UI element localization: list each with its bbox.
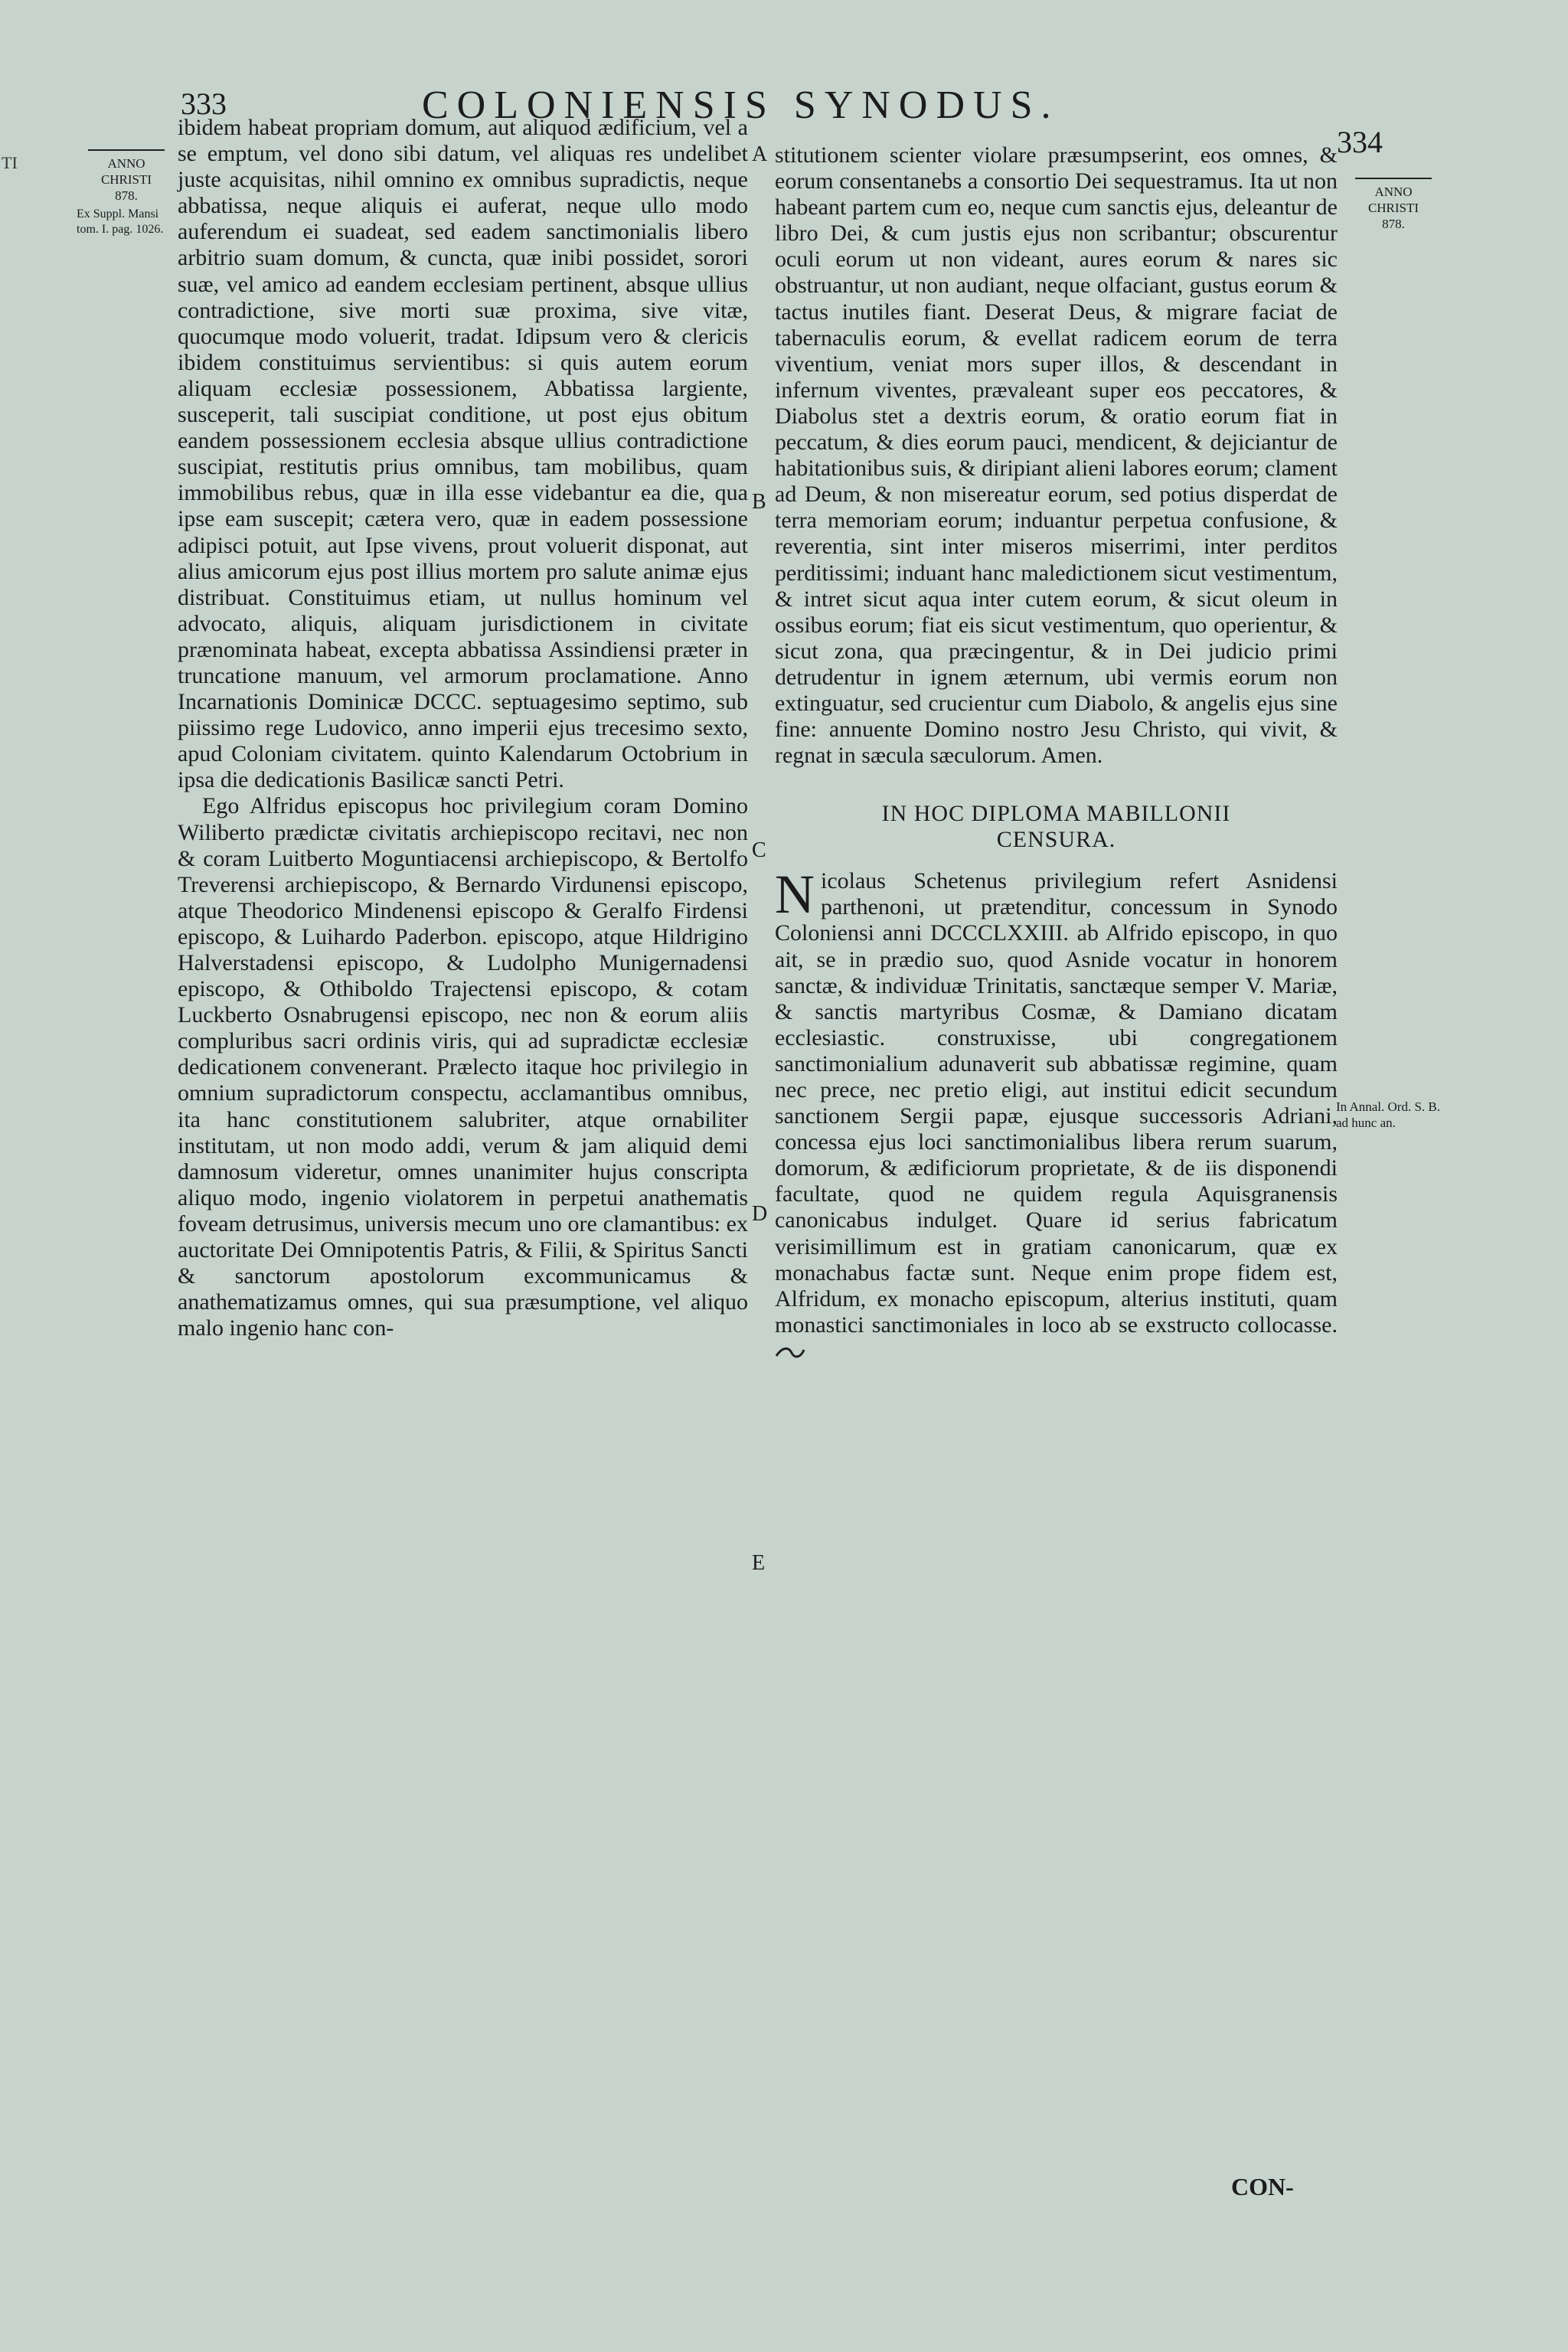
- section-letter-a: A: [752, 142, 768, 166]
- left-paragraph-2: Ego Alfridus episcopus hoc privilegium coram Domino Wiliberto prædictæ civitatis archiepiscopo recitavi, nec non & coram Luitberto Moguntiacensi archiepiscopo, & Bertolfo Treverensi archiepiscopo, & Bernardo Virdunensi episcopo, atque Theodorico Mindenensi episcopo & Geralfo Firdensi episcopo, & Luihardo Paderbon. episcopo, atque Hildrigino Halverstadensi episcopo, & Ludolpho Munigernadensi episcopo, & Othiboldo Trajectensi episcopo, & cotam Luckberto Osnabrugensi episcopo, nec non & eorum aliis compluribus sacri ordinis viris, qui ad supradictæ ecclesiæ dedicationem convenerant. Prælecto itaque hoc privilegio in omnium supradictorum conspectu, acclamantibus omnibus, ita hanc constitutionem salubriter, atque ornabiliter institutam, ut non modo addi, verum & jam aliquid demi damnosum videretur, omnes unanimiter hujus conscripta aliquo modo, ingenio violatorem in perpetui anathematis foveam detrusimus, universis mecum uno ore clamantibus: ex auctoritate Dei Omnipotentis Patris, & Filii, & Spiritus Sancti & sanctorum apostolorum excommunicamus & anathematizamus omnes, qui sua præsumptione, vel aliquo malo ingenio hanc con-: [178, 793, 748, 1341]
- right-paragraph-2: [775, 864, 1338, 1364]
- margin-anno: ANNO: [1374, 185, 1413, 199]
- section-heading-line-2: CENSURA.: [996, 827, 1116, 853]
- catchword: CON-: [1231, 2173, 1294, 2200]
- margin-source: Ex Suppl. Mansi tom. I. pag. 1026.: [77, 207, 164, 236]
- edge-mark: TI: [2, 153, 18, 172]
- margin-anno: ANNO: [107, 156, 145, 171]
- right-paragraph-1: stitutionem scienter violare præsumpserint, eos omnes, & eorum consentanebs a consortio Dei sequestramus. Ita ut non habeant partem cum eo, neque cum sanctis ejus, deleantur de libro Dei, & cum justis ejus non scribantur; obscurentur oculi eorum ut non videant, aures eorum & nares sic obstruantur, ut non audiant, neque olfaciant, gustus eorum & tactus inutiles fiant. Deserat Deus, & migrare faciat de tabernaculis eorum, & evellat radicem eorum de terra viventium, veniat mors super illos, & descendant in infernum viventes, prævaleant super eos peccatores, & Diabolus stet a dextris eorum, & oratio eorum fiat in peccatum, & dies eorum pauci, mendicent, & dejiciantur de habitationibus suis, & diripiant alieni labores eorum; clament ad Deum, & non misereatur eorum, sed potius disperdat de terra memoriam eorum; induantur perpetua confusione, & reverentia, sint inter miseros miserrimi, inter perditos perditissimi; induant hanc maledictionem sicut vestimentum, & intret sicut aqua inter cutem eorum, & sicut oleum in ossibus eorum; fiat eis sicut vestimentum, quo operientur, & sicut zona, qua præcingentur, & in Dei judicio primi detrudentur in ignem æternum, ubi vermis eorum non extinguatur, sed crucientur cum Diabolo, & angelis ejus sine fine: annuente Domino nostro Jesu Christo, qui vivit, & regnat in sæcula sæculorum. Amen.: [775, 142, 1338, 769]
- margin-year: 878.: [115, 188, 138, 203]
- left-column: [178, 115, 748, 1341]
- section-letter-e: E: [752, 1551, 766, 1575]
- end-flourish-icon: [775, 1345, 805, 1361]
- margin-note-annal: In Annal. Ord. S. B. ad hunc an.: [1336, 1099, 1440, 1130]
- margin-year: 878.: [1382, 217, 1405, 231]
- margin-note-right: [1344, 178, 1443, 232]
- page-number-left: 333: [181, 87, 227, 121]
- drop-cap: N: [775, 864, 815, 926]
- section-letter-c: C: [752, 838, 766, 862]
- margin-christi: CHRISTI: [1367, 201, 1419, 215]
- section-letter-d: D: [752, 1202, 768, 1226]
- page-number-right: 334: [1337, 125, 1383, 159]
- section-heading: [775, 801, 1338, 853]
- running-title: COLONIENSIS SYNODUS.: [422, 83, 1060, 127]
- margin-christi: CHRISTI: [100, 172, 152, 187]
- right-paragraph-2-text: icolaus Schetenus privilegium refert Asnidensi parthenoni, ut prætenditur, concessum in Synodo Coloniensi anni DCCCLXXIII. ab Alfrido episcopo, in quo ait, se in prædio suo, quod Asnide vocatur in honorem sanctæ, & individuæ Trinitatis, sanctæque semper V. Mariæ, & sanctis martyribus Cosmæ, & Damiano dicatam ecclesiastic. construxisse, ubi congregationem sanctimonialium adunaverit sub abbatissæ regimine, quam nec prece, nec pretio eligi, aut institui edicit secundum sanctionem Sergii papæ, ejusque successoris Adriani, concessa ejus loci sanctimonialibus libera rerum suarum, domorum, & ædificiorum proprietate, & de iis disponendi facultate, quod ne quidem regula Aquisgranensis canonicabus indulget. Quare id serius fabricatum verisimillimum est in gratiam canonicarum, quæ ex monachabus factæ sunt. Neque enim prope fidem est, Alfridum, ex monacho episcopum, alterius instituti, quam monastici sanctimoniales in loco ab se exstructo collocasse.: [775, 868, 1338, 1338]
- right-column: [775, 142, 1338, 1364]
- margin-rule: [88, 149, 165, 151]
- left-paragraph-1: ibidem habeat propriam domum, aut aliquod ædificium, vel a se emptum, vel dono sibi datum, vel aliquas res undelibet juste acquisitas, nihil omnino ex omnibus supradictis, neque abbatissa, neque aliquis ei auferat, neque ullo modo auferendum ei suadeat, sed eadem sanctimonialis libero arbitrio suam domum, & cuncta, quæ inibi possidet, sorori suæ, vel amico ad eandem ecclesiam pertinent, absque ullius contradictione, sive morti suæ proxima, sive vitæ, quocumque modo voluerit, tradat. Idipsum vero & clericis ibidem constituimus servientibus: si quis autem eorum aliquam ecclesiæ possessionem, Abbatissa largiente, susceperit, tali suscipiat conditione, ut post ejus obitum eandem possessionem ecclesia absque ullius contradictione suscipiat, restitutis prius omnibus, tam mobilibus, quam immobilibus rebus, quæ in illa esse videbantur ea die, qua ipse eam suscepit; cætera vero, quæ in eadem possessione adipisci potuit, aut Ipse vivens, prout voluerit disponat, aut alius amicorum ejus post illius mortem pro salute animæ ejus distribuat. Constituimus etiam, ut nullus hominum vel advocato, aliquis, aliquam jurisdictionem in civitate prænominata habeat, excepta abbatissa Assindiensi præter in truncatione manuum, vel armorum proclamatione. Anno Incarnationis Dominicæ DCCC. septuagesimo septimo, sub piissimo rege Ludovico, anno imperii ejus trecesimo sexto, apud Coloniam civitatem. quinto Kalendarum Octobrium in ipsa die dedicationis Basilicæ sancti Petri.: [178, 115, 748, 793]
- section-heading-line-1: IN HOC DIPLOMA MABILLONII: [881, 801, 1231, 827]
- section-letter-b: B: [752, 490, 766, 514]
- margin-note-left: [77, 149, 176, 237]
- margin-rule: [1355, 178, 1432, 179]
